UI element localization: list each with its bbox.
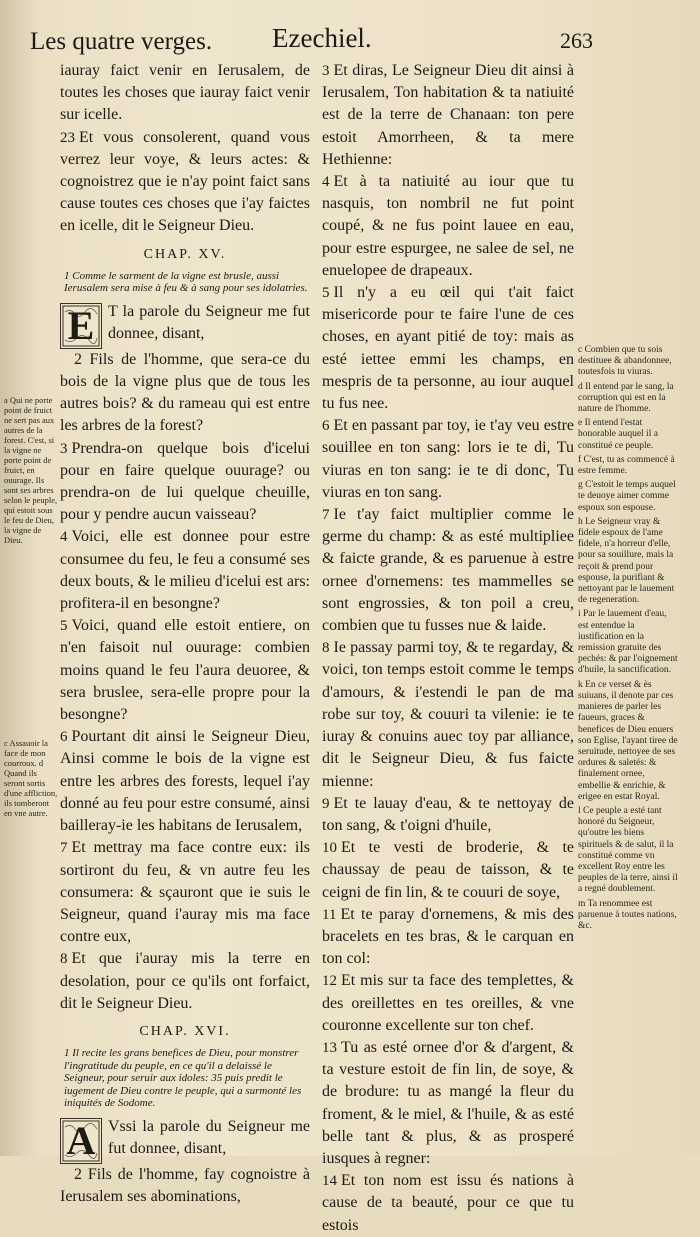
decorated-initial-a (60, 1118, 102, 1164)
verse-16-3 (322, 60, 574, 171)
chapter-15-heading: CHAP. XV. (143, 246, 227, 262)
margin-note: g C'estoit le temps auquel te deuoye aimer comme espoux son espouse. (578, 480, 676, 513)
verse-16-5 (322, 282, 574, 415)
verse-text: Et diras, Le Seigneur Dieu dit ainsi à Ierusalem, Ton habitation & ta natiuité est de la terre de Chanaan: ton pere estoit Amorrheen, & ta mere Hethienne: (322, 62, 574, 168)
verse-16-14 (322, 1170, 574, 1237)
verse-number: 6 (60, 729, 68, 746)
verse-text: Et te vesti de broderie, & te chaussay de peau de taisson, & te ceigni de fin lin, & te couuri de soye, (322, 839, 574, 901)
verse-16-13 (322, 1037, 574, 1170)
right-column (322, 60, 574, 1237)
verse-15-8 (60, 948, 310, 1015)
decorated-initial-e (60, 303, 102, 349)
margin-note: a Qui ne porte point de fruict ne sert pas aux autres de la forest. C'est, si la vigne ne porte point de fruict, en ouurage. Ils sont ses arbres selon le peuple, qui estoit sous le feu de Dieu, la vigne de Dieu. (4, 395, 58, 545)
verse-number: 12 (322, 973, 337, 990)
right-margin-notes (578, 345, 678, 935)
margin-note: d Il entend par le sang, la corruption qui est en la nature de l'homme. (578, 381, 674, 415)
page-header (0, 18, 700, 58)
chapter-15-summary: 1 Comme le sarment de la vigne est brusle, aussi Ierusalem sera mise à feu & à sang pour ses idolatries. (64, 269, 308, 295)
chapter-16-heading: CHAP. XVI. (139, 1023, 231, 1039)
verse-16-8 (322, 637, 574, 792)
verse-text: Et te paray d'ornemens, & mis des bracelets en tes bras, & le carquan en ton col: (322, 905, 574, 968)
verse-text: Et que i'auray mis la terre en desolation, pour ce qu'ils ont forfaict, dit le Seigneur Dieu. (60, 950, 310, 1012)
verse-number: 5 (60, 618, 68, 635)
verse-number: 8 (322, 640, 330, 657)
verse-number: 13 (322, 1039, 337, 1056)
verse-text: Et te lauay d'eau, & te nettoyay de ton sang, & t'oigni d'huile, (322, 794, 574, 834)
verse-15-1 (60, 301, 310, 348)
verse-text: Vssi la parole du Seigneur me fut donnee, disant, (108, 1117, 310, 1157)
verse-text: Voici, elle est donnee pour estre consumee du feu, le feu a consumé ses deux bouts, & le milieu d'icelui est ars: profitera-il en besongne? (60, 528, 310, 613)
margin-note: h Le Seigneur vray & fidele espoux de l'ame fidele, n'a horreur d'elle, pour sa souillure, mais la reçoit & prend pour espouse, la purifiant & nettoyant par le lauement de regeneration. (578, 516, 675, 606)
verse-text: Il n'y a eu œil qui t'ait faict misericorde pour te faire l'une de ces choses, en ayant pitié de toy: mais as esté iettee emmi les champs, en mespris de ta personne, au iour auquel tu fus nee. (322, 284, 574, 413)
verse-number: 9 (322, 795, 330, 812)
verse-number: 11 (322, 906, 337, 923)
verse-number: 7 (322, 507, 330, 524)
book-title: Ezechiel. (272, 23, 372, 53)
verse-text: Et ton nom est issu és nations à cause de ta beauté, pour ce que tu estois (322, 1172, 574, 1234)
verse-number: 10 (322, 840, 337, 857)
running-title: Les quatre verges. (30, 28, 213, 55)
margin-note: e Il entend l'estat honorable auquel il a constitué ce peuple. (578, 418, 658, 451)
verse-number: 14 (322, 1173, 337, 1190)
verse-16-4 (322, 171, 574, 282)
margin-note: m Ta renommee est paruenue à toutes nations, &c. (578, 898, 677, 931)
verse-16-6 (322, 415, 574, 504)
verse-text: Prendra-on quelque bois d'icelui pour en faire quelque ouurage? ou prendra-on de lui quelque cheuille, pour y pendre aucun vaisseau? (60, 439, 310, 524)
verse-16-1 (60, 1116, 310, 1163)
verse-text: Et mettray ma face contre eux: ils sortiront du feu, & vn autre feu les consumera: & sçauront que ie suis le Seigneur, quand i'auray mis ma face contre eux, (60, 839, 310, 946)
verse-15-6 (60, 726, 310, 837)
verse-16-2: 2 Fils de l'homme, fay cognoistre à Ierusalem ses abominations, (60, 1165, 310, 1205)
verse-16-10 (322, 837, 574, 904)
verse-text: Ie passay parmi toy, & te regarday, & voici, ton temps estoit comme le temps d'amours, & i'estendi le pan de ma robe sur toy, & couuri ta vilenie: ie te iuray & conuins auec toy par alliance, dit le Seigneur Dieu, & fus faicte mienne: (322, 639, 574, 790)
chapter-16-summary: 1 Il recite les grans benefices de Dieu, pour monstrer l'ingratitude du peuple, en ce qu'il a delaissé le Seigneur, pour seruir aux idoles: 35 puis predit le iugement de Dieu contre le peuple, qui a surmonté les iniquités de Sodome. (64, 1047, 302, 1110)
verse-text: Tu as esté ornee d'or & d'argent, & ta vesture estoit de fin lin, de soye, & de brodure: tu as mangé la fleur du froment, & le miel, & l'huile, & as esté belle tant & plus, & as prosperé iusques à regner: (322, 1038, 574, 1167)
verse-15-2: 2 Fils de l'homme, que sera-ce du bois de la vigne plus que de tous les autres bois? & du rameau qui est entre les arbres de la forest? (60, 350, 310, 435)
verse-15-5 (60, 615, 310, 726)
verse-16-9 (322, 793, 574, 837)
verse-16-12 (322, 970, 574, 1037)
verse-15-7 (60, 837, 310, 948)
verse-15-4 (60, 526, 310, 615)
margin-note: k En ce verset & ès suiuans, il denote par ces manieres de parler les faueurs, graces & benefices de Dieu enuers son Eglise, l'ayant tiree de seruitude, nettoyee de ses ordures & saletés: & finalement ornee, embellie & enrichie, & erigee en estat Royal. (578, 679, 678, 802)
verse-16-7 (322, 504, 574, 637)
verse-number: 8 (60, 951, 68, 968)
verse-text: Ie t'ay faict multiplier comme le germe du champ: & as esté multipliee & faicte grande, & es paruenue à estre ornee d'ornemens: tes mammelles se sont engrossies, & ton poil a creu, combien que tu fusses nue & laide. (322, 506, 574, 635)
verse-15-3 (60, 438, 310, 527)
verse-number: 4 (322, 174, 330, 191)
left-margin-note-1 (4, 395, 58, 545)
left-column (60, 60, 310, 1208)
verse-number: 6 (322, 418, 330, 435)
verse-text: Et en passant par toy, ie t'ay veu estre souillee en ton sang: lors ie te di, Tu viuras en ton sang: ie te di donc, Tu viuras en ton sang. (322, 417, 574, 501)
margin-note: f C'est, tu as commencé à estre femme. (578, 454, 675, 477)
verse-continuation: iauray faict venir en Ierusalem, de toutes les choses que iauray faict venir sur icelle. (60, 62, 310, 124)
initial-letter: A (66, 1117, 96, 1163)
verse-number: 3 (60, 440, 68, 457)
margin-note: c Combien que tu sois destituee & abandonnee, toutesfois tu viuras. (578, 345, 672, 378)
verse-text: Et à ta natiuité au iour que tu nasquis, ton nombril ne fut point coupé, & ne fus point lauee en eau, pour estre espurgee, ne salee de sel, ne enuelopee de drapeaux. (322, 173, 574, 279)
margin-note: c Assauoir la face de mon courroux. d Quand ils seront sortis d'une affliction, ils tomberont en vne autre. (4, 738, 58, 818)
verse-number: 5 (322, 285, 330, 302)
margin-note: l Ce peuple a esté tant honoré du Seigneur, qu'outre les biens spirituels & de salut, il la constitué comme vn excellent Roy entre les peuples de la terre, ainsi il a regné doublement. (578, 805, 678, 895)
verse-text: T la parole du Seigneur me fut donnee, disant, (108, 302, 310, 343)
verse-text: Voici, quand elle estoit entiere, on n'en faisoit nul ouurage: combien moins quand le feu l'aura deuoree, & sera bruslee, sera-elle propre pour la besongne? (60, 617, 310, 724)
page-number: 263 (560, 28, 593, 53)
verse-number: 7 (60, 840, 68, 857)
verse-number: 3 (322, 63, 330, 79)
verse-23 (60, 127, 310, 238)
verse-text: Et vous consolerent, quand vous verrez leur voye, & leurs actes: & cognoistrez que ie n'ay point faict sans cause toutes ces choses que i'ay faictes en icelle, dit le Seigneur Dieu. (60, 128, 310, 235)
left-margin-note-2 (4, 738, 58, 818)
margin-note: i Par le lauement d'eau, est entendue la iustification en la remission gratuite des pechés: & par l'oignement d'huile, la sanctification. (578, 609, 678, 676)
verse-number: 23 (60, 129, 75, 146)
verse-text: Pourtant dit ainsi le Seigneur Dieu, Ainsi comme le bois de la vigne est entre les arbres des forests, lequel i'ay donné au feu pour estre consumé, ainsi bailleray-ie les habitans de Ierusalem, (60, 728, 310, 835)
verse-text: Et mis sur ta face des templettes, & des oreillettes en tes oreilles, & vne couronne excellente sur ton chef. (322, 972, 574, 1034)
verse-16-11 (322, 904, 574, 971)
initial-letter: E (67, 302, 95, 348)
verse-number: 4 (60, 529, 68, 546)
